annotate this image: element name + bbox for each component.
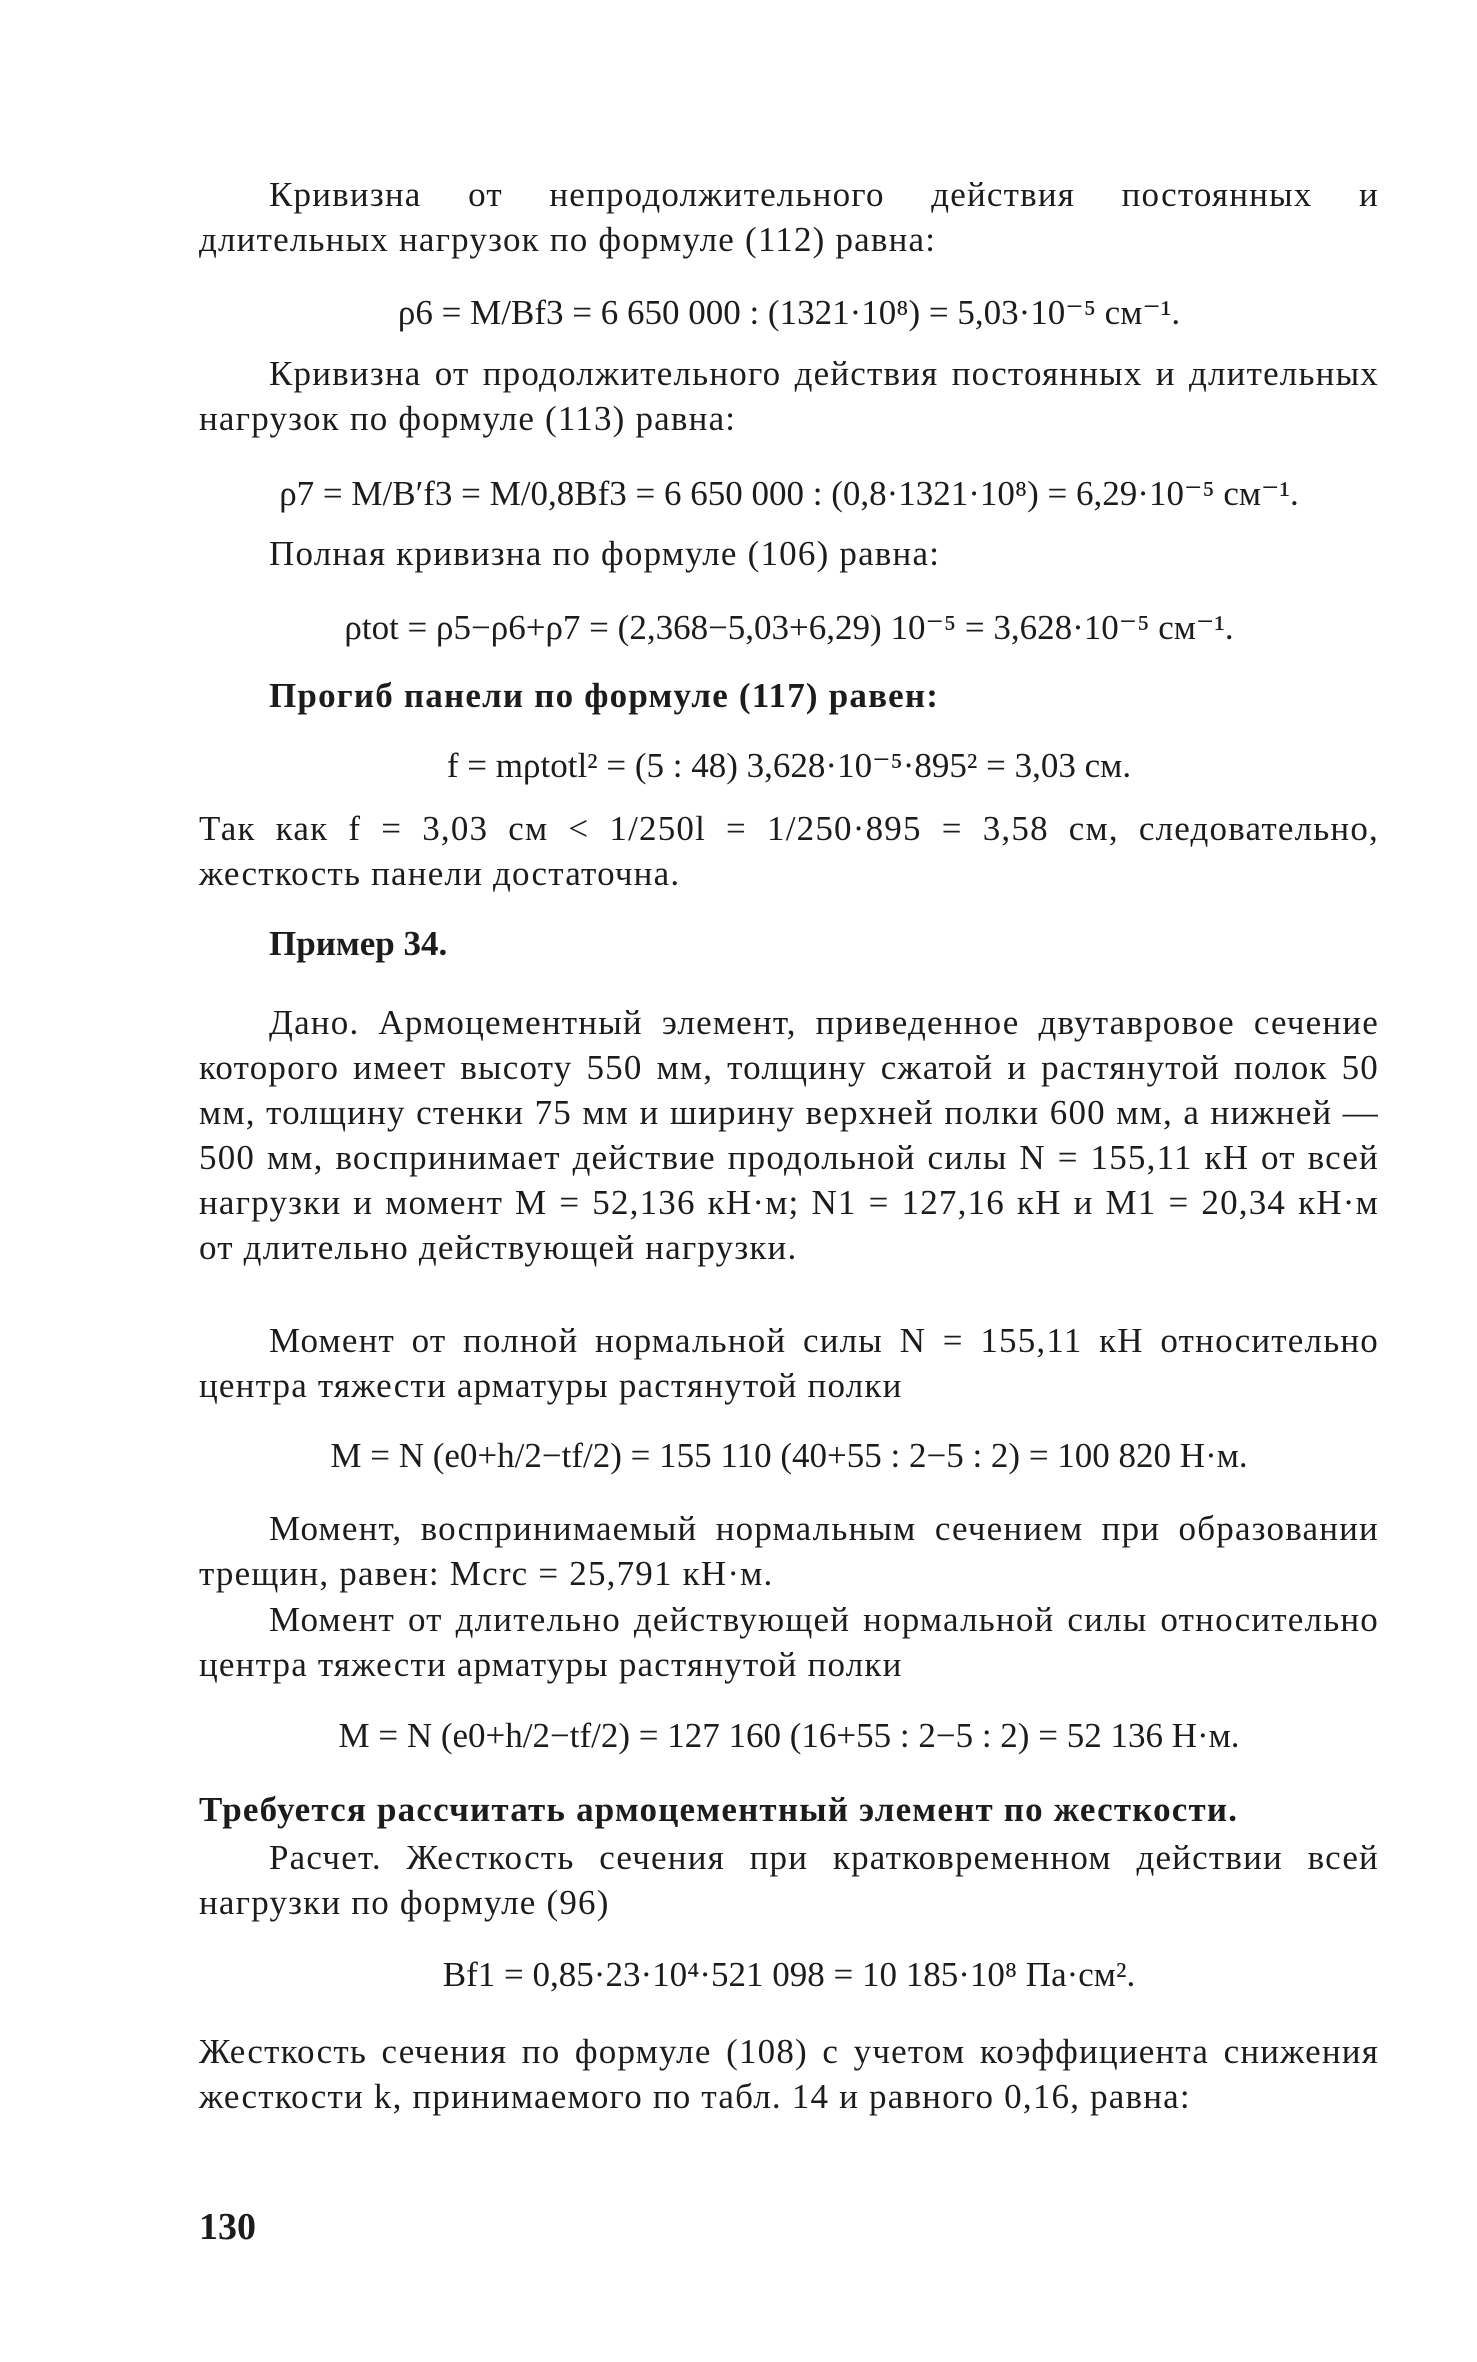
paragraph-stiffness-conclusion: Так как f = 3,03 см < 1/250l = 1/250·895 = 3,58 см, следовательно, жесткость панели достаточна. xyxy=(199,809,1379,893)
formula-deflection: f = mρtotl² = (5 : 48) 3,628·10⁻⁵·895² = 3,03 см. xyxy=(446,746,1132,785)
formula-moment-full: M = N (e0+h/2−tf/2) = 155 110 (40+55 : 2−5 : 2) = 100 820 Н·м. xyxy=(330,1436,1248,1475)
paragraph-curvature-short: Кривизна от непродолжительного действия постоянных и длительных нагрузок по формуле (112) равна: xyxy=(199,175,1379,259)
formula-rho6: ρ6 = M/Bf3 = 6 650 000 : (1321·10⁸) = 5,03·10⁻⁵ см⁻¹. xyxy=(397,293,1181,332)
paragraph-crack-moment: Момент, воспринимаемый нормальным сечением при образовании трещин, равен: Mcrc = 25,791 кН·м. xyxy=(199,1509,1379,1593)
formula-moment-long: M = N (e0+h/2−tf/2) = 127 160 (16+55 : 2−5 : 2) = 52 136 Н·м. xyxy=(338,1716,1240,1755)
paragraph-requirement: Требуется рассчитать армоцементный элемент по жесткости. xyxy=(199,1790,1239,1829)
paragraph-given: Дано. Армоцементный элемент, приведенное двутавровое сечение которого имеет высоту 550 мм, толщину сжатой и растянутой полок 50 мм, толщину стенки 75 мм и ширину верхней полки 600 мм, а нижней — 500 мм, воспринимает действие продольной силы N = 155,11 кН от всей нагрузки и момент M = 52,136 кН·м; N1 = 127,16 кН и M1 = 20,34 кН·м от длительно действующей нагрузки. xyxy=(199,1003,1379,1267)
paragraph-deflection: Прогиб панели по формуле (117) равен: xyxy=(269,676,940,715)
example-heading: Пример 34. xyxy=(269,924,448,963)
paragraph-full-curvature: Полная кривизна по формуле (106) равна: xyxy=(269,534,941,573)
page-number: 130 xyxy=(199,2206,256,2248)
paragraph-calculation: Расчет. Жесткость сечения при кратковременном действии всей нагрузки по формуле (96) xyxy=(199,1838,1379,1922)
paragraph-reduced-stiffness: Жесткость сечения по формуле (108) с учетом коэффициента снижения жесткости k, принимаемого по табл. 14 и равного 0,16, равна: xyxy=(199,2032,1379,2116)
formula-stiffness: Bf1 = 0,85·23·10⁴·521 098 = 10 185·10⁸ Па·см². xyxy=(442,1955,1136,1994)
paragraph-curvature-long: Кривизна от продолжительного действия постоянных и длительных нагрузок по формуле (113) равна: xyxy=(199,354,1379,438)
paragraph-moment-full: Момент от полной нормальной силы N = 155,11 кН относительно центра тяжести арматуры растянутой полки xyxy=(199,1321,1379,1405)
formula-rho-tot: ρtot = ρ5−ρ6+ρ7 = (2,368−5,03+6,29) 10⁻⁵ = 3,628·10⁻⁵ см⁻¹. xyxy=(344,608,1234,647)
paragraph-moment-long: Момент от длительно действующей нормальной силы относительно центра тяжести арматуры растянутой полки xyxy=(199,1600,1379,1684)
formula-rho7: ρ7 = M/B′f3 = M/0,8Bf3 = 6 650 000 : (0,8·1321·10⁸) = 6,29·10⁻⁵ см⁻¹. xyxy=(279,474,1299,513)
